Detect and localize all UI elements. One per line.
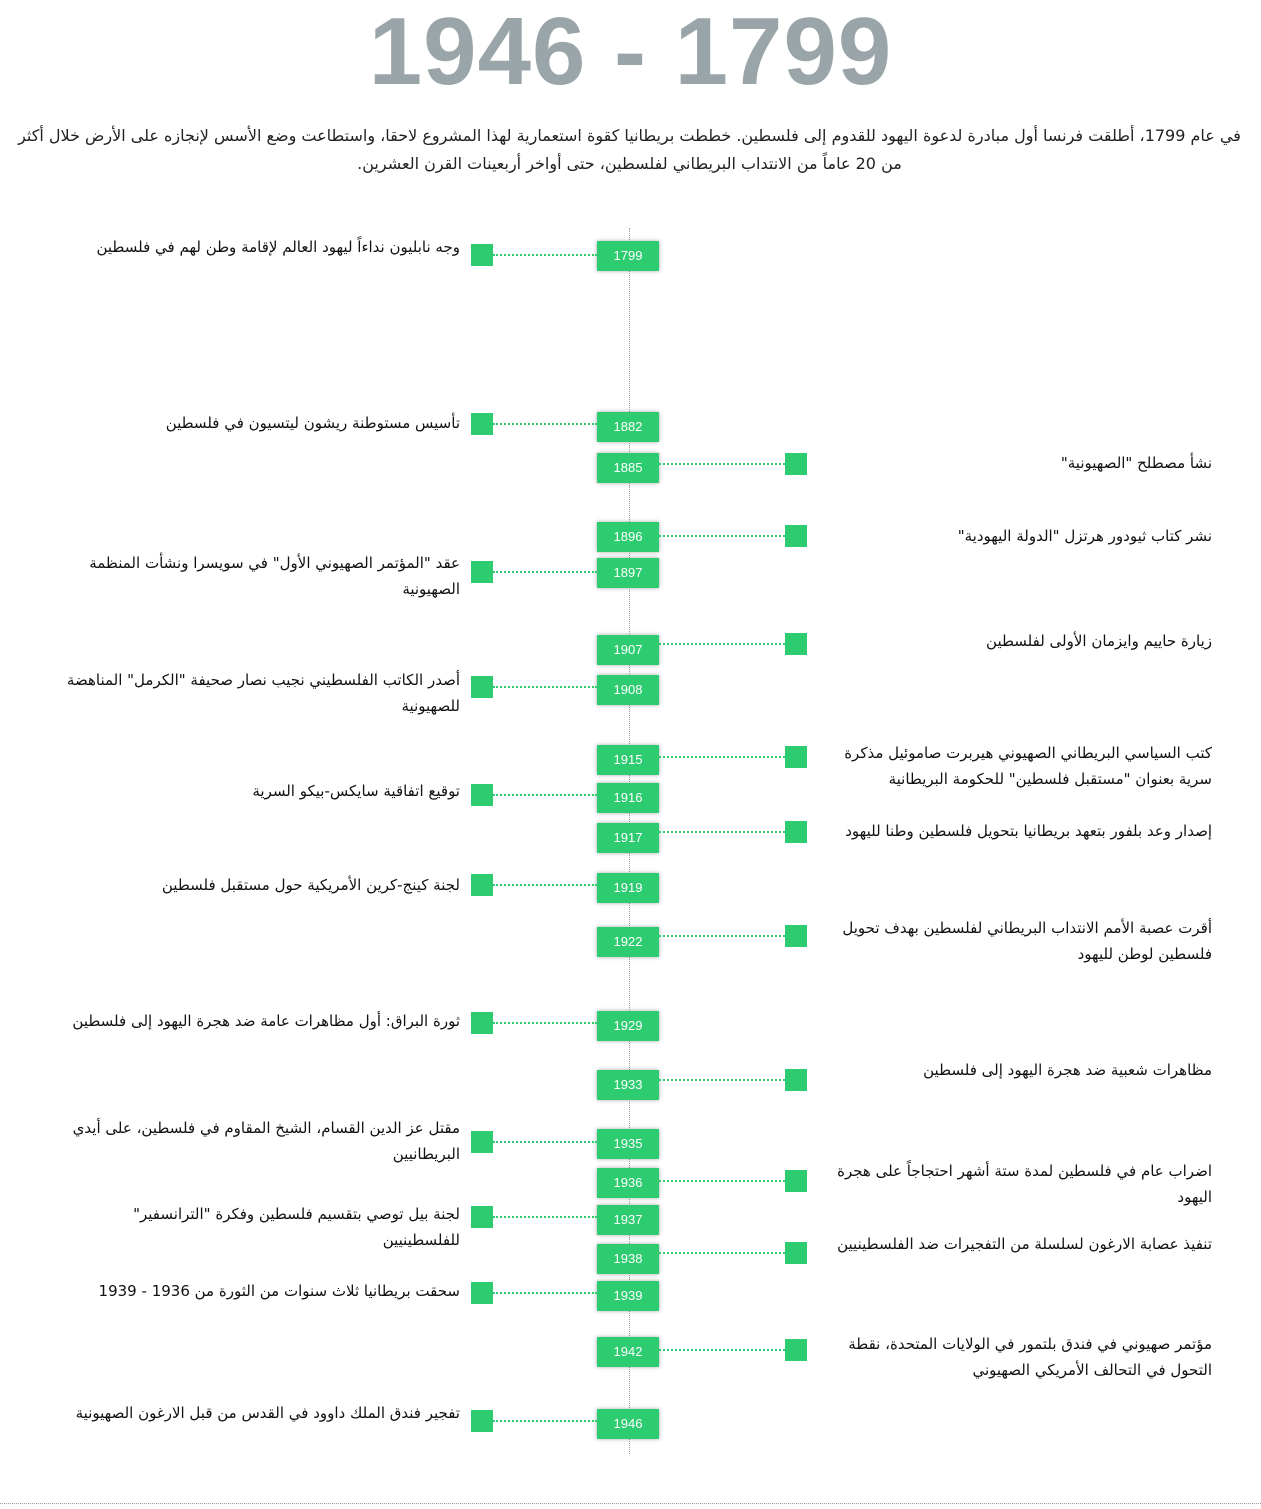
event-bullet — [785, 633, 807, 655]
connector-line — [493, 1022, 597, 1024]
connector-line — [493, 1216, 597, 1218]
year-marker: 1936 — [597, 1168, 659, 1198]
year-marker: 1933 — [597, 1070, 659, 1100]
year-marker: 1946 — [597, 1409, 659, 1439]
event-text: تنفيذ عصابة الارغون لسلسلة من التفجيرات ضد الفلسطينيين — [837, 1235, 1212, 1253]
connector-line — [659, 1252, 785, 1254]
connector-line — [493, 423, 597, 425]
event-text: لجنة كينج-كرين الأمريكية حول مستقبل فلسطين — [161, 876, 460, 894]
year-marker: 1908 — [597, 675, 659, 705]
event-bullet — [785, 746, 807, 768]
year-marker: 1916 — [597, 783, 659, 813]
year-marker: 1882 — [597, 412, 659, 442]
connector-line — [493, 571, 597, 573]
event-bullet — [471, 561, 493, 583]
connector-line — [659, 1349, 785, 1351]
year-marker: 1929 — [597, 1011, 659, 1041]
year-marker: 1915 — [597, 745, 659, 775]
event-text: أقرت عصبة الأمم الانتداب البريطاني لفلسطين بهدف تحويل فلسطين لوطن لليهود — [842, 919, 1212, 963]
event-text: أصدر الكاتب الفلسطيني نجيب نصار صحيفة "الكرمل" المناهضة للصهيونية — [66, 671, 460, 715]
connector-line — [493, 1292, 597, 1294]
event-bullet — [471, 676, 493, 698]
connector-line — [659, 643, 785, 645]
event-bullet — [471, 874, 493, 896]
connector-line — [659, 1079, 785, 1081]
connector-line — [659, 535, 785, 537]
event-text: مقتل عز الدين القسام، الشيخ المقاوم في فلسطين، على أيدي البريطانيين — [72, 1119, 460, 1163]
event-text: توقيع اتفاقية سايكس-بيكو السرية — [252, 782, 460, 800]
event-bullet — [471, 244, 493, 266]
event-text: إصدار وعد بلفور بتعهد بريطانيا بتحويل فلسطين وطنا لليهود — [845, 822, 1212, 840]
connector-line — [493, 794, 597, 796]
year-marker: 1907 — [597, 635, 659, 665]
event-bullet — [471, 1206, 493, 1228]
year-marker: 1935 — [597, 1129, 659, 1159]
intro-paragraph: في عام 1799، أطلقت فرنسا أول مبادرة لدعوة اليهود للقدوم إلى فلسطين. خططت بريطانيا كقوة استعمارية لهذا المشروع لاحقا، واستطاعت وضع الأسس لإنجازه على الأرض خلال أكثر من 20 عاماً من الانتداب البريطاني لفلسطين، حتى أواخر أربعينات القرن العشرين. — [18, 126, 1241, 173]
connector-line — [493, 254, 597, 256]
event-text: وجه نابليون نداءاً ليهود العالم لإقامة وطن لهم في فلسطين — [96, 238, 460, 256]
bottom-divider — [0, 1503, 1261, 1504]
event-text: تأسيس مستوطنة ريشون ليتسيون في فلسطين — [165, 414, 460, 432]
event-bullet — [471, 1012, 493, 1034]
connector-line — [493, 1420, 597, 1422]
year-marker: 1939 — [597, 1281, 659, 1311]
year-marker: 1917 — [597, 823, 659, 853]
event-text: ثورة البراق: أول مظاهرات عامة ضد هجرة اليهود إلى فلسطين — [72, 1012, 460, 1030]
connector-line — [493, 1141, 597, 1143]
connector-line — [659, 463, 785, 465]
event-bullet — [785, 1339, 807, 1361]
event-bullet — [785, 925, 807, 947]
year-marker: 1919 — [597, 873, 659, 903]
event-text: عقد "المؤتمر الصهيوني الأول" في سويسرا ونشأت المنظمة الصهيونية — [89, 554, 460, 598]
connector-line — [659, 935, 785, 937]
event-bullet — [471, 413, 493, 435]
connector-line — [659, 756, 785, 758]
event-bullet — [471, 1410, 493, 1432]
year-marker: 1897 — [597, 558, 659, 588]
year-marker: 1938 — [597, 1244, 659, 1274]
event-bullet — [785, 1242, 807, 1264]
event-text: زيارة حاييم وايزمان الأولى لفلسطين — [986, 632, 1212, 650]
event-text: نشر كتاب ثيودور هرتزل "الدولة اليهودية" — [957, 527, 1212, 545]
event-text: لجنة بيل توصي بتقسيم فلسطين وفكرة "الترانسفير" للفلسطينيين — [133, 1205, 460, 1249]
event-text: مؤتمر صهيوني في فندق بلتمور في الولايات المتحدة، نقطة التحول في التحالف الأمريكي الصهيوني — [848, 1335, 1212, 1379]
event-bullet — [471, 1282, 493, 1304]
year-marker: 1942 — [597, 1337, 659, 1367]
event-text: تفجير فندق الملك داوود في القدس من قبل الارغون الصهيونية — [75, 1404, 460, 1422]
page-title: 1946 - 1799 — [368, 0, 893, 105]
year-marker: 1896 — [597, 522, 659, 552]
event-text: اضراب عام في فلسطين لمدة ستة أشهر احتجاجاً على هجرة اليهود — [837, 1162, 1212, 1206]
connector-line — [659, 831, 785, 833]
event-bullet — [785, 1069, 807, 1091]
year-marker: 1799 — [597, 241, 659, 271]
event-bullet — [785, 1170, 807, 1192]
event-bullet — [471, 1131, 493, 1153]
event-text: نشأ مصطلح "الصهيونية" — [1060, 454, 1212, 472]
event-bullet — [785, 821, 807, 843]
year-marker: 1922 — [597, 927, 659, 957]
event-bullet — [471, 784, 493, 806]
event-bullet — [785, 525, 807, 547]
connector-line — [493, 884, 597, 886]
event-text: سحقت بريطانيا ثلاث سنوات من الثورة من 1936 - 1939 — [98, 1282, 460, 1300]
year-marker: 1937 — [597, 1205, 659, 1235]
event-text: كتب السياسي البريطاني الصهيوني هيربرت صاموئيل مذكرة سرية بعنوان "مستقبل فلسطين" للحكومة البريطانية — [844, 744, 1212, 788]
year-marker: 1885 — [597, 453, 659, 483]
event-text: مظاهرات شعبية ضد هجرة اليهود إلى فلسطين — [923, 1061, 1212, 1079]
event-bullet — [785, 453, 807, 475]
connector-line — [493, 686, 597, 688]
connector-line — [659, 1180, 785, 1182]
